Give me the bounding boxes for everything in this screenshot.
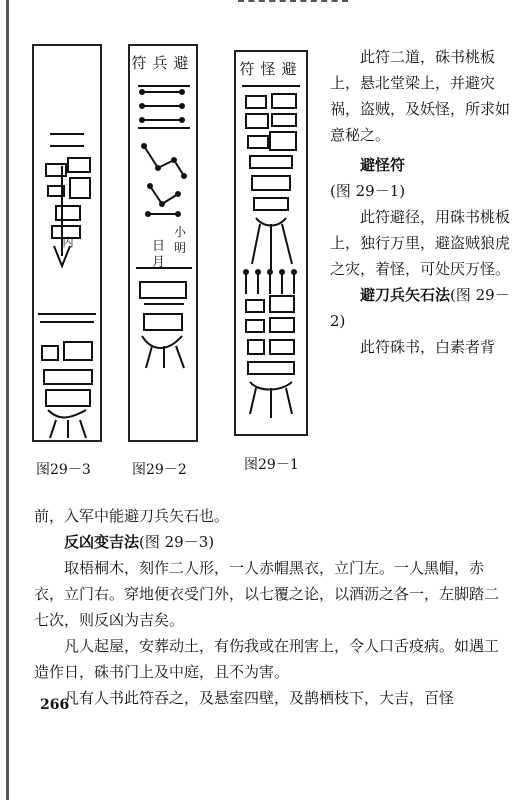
side-text [330, 44, 515, 360]
talisman-29-2-glyph [130, 46, 196, 440]
side-paragraph-2: 此符避径，用硃书桃板上，独行万里，避盗贼狼虎之灾，着怪，可处厌万怪。 [330, 208, 511, 278]
body-paragraph-5: 凡人起屋，安葬动土，有伤我或在刑害上，令人口舌疫病。如遇工造作日，硃书门上及中庭，且不为害。 [34, 637, 500, 681]
heading-avoid-monster-ref: (图 29－1) [330, 182, 406, 200]
svg-text:明: 明 [174, 241, 187, 255]
page-number: 266 [40, 697, 70, 713]
svg-text:小: 小 [174, 225, 187, 239]
talisman-29-1-glyph [236, 52, 306, 434]
heading-reverse-fortune-ref: (图 29－3) [139, 533, 215, 551]
body-text [34, 503, 504, 711]
caption-29-2: 图29－2 [132, 462, 187, 478]
svg-text:内: 内 [62, 236, 74, 249]
svg-text:日: 日 [152, 239, 166, 254]
body-line-1: 前，入军中能避刀兵矢石也。 [34, 507, 230, 525]
body-paragraph-6: 凡有人书此符吞之，及悬室四壁，及鹊栖枝下，大吉，百怪 [64, 689, 455, 707]
heading-avoid-monster: 避怪符 [360, 156, 406, 174]
talisman-29-1 [234, 50, 308, 436]
page-edge [6, 0, 9, 800]
body-paragraph-4: 取梧桐木，刻作二人形，一人赤帽黑衣，立门左。一人黑帽，赤衣，立门右。穿地便衣受门外，以七覆之论，以酒沥之各一，左脚踏二七次，则反凶为吉矣。 [34, 559, 500, 629]
heading-avoid-weapons-ref: (图 29－2) [330, 286, 510, 330]
talisman-29-1-title: 符怪避 [239, 60, 303, 78]
heading-avoid-weapons: 避刀兵矢石法 [360, 286, 451, 304]
caption-29-3: 图29－3 [36, 462, 91, 478]
caption-29-1: 图29－1 [244, 457, 299, 473]
cut-line [238, 0, 348, 2]
side-paragraph-1: 此符二道，硃书桃板上，悬北堂梁上，并避灾祸，盗贼，及妖怪，所求如意秘之。 [330, 48, 511, 144]
talisman-29-2 [128, 44, 198, 442]
talisman-29-2-title: 符兵避 [131, 54, 195, 72]
side-paragraph-3: 此符硃书，白素者背 [360, 338, 496, 356]
talisman-29-3 [32, 44, 102, 442]
svg-text:月: 月 [152, 255, 166, 270]
heading-reverse-fortune: 反凶变吉法 [64, 533, 140, 551]
talisman-29-3-glyph [34, 46, 100, 440]
